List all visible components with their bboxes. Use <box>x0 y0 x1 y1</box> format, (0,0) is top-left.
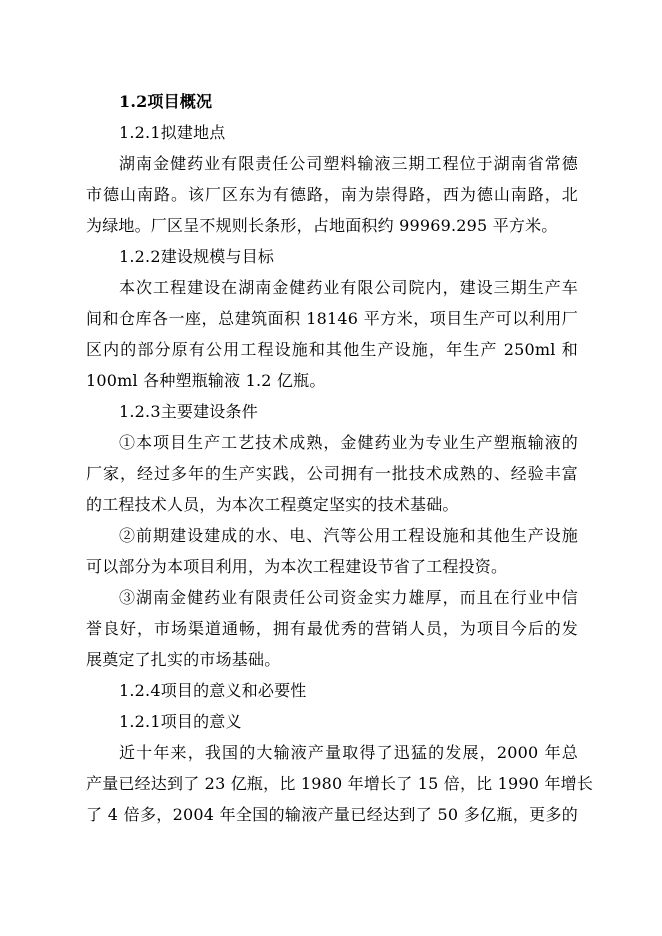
paragraph-line: 誉良好，市场渠道通畅，拥有最优秀的营销人员，为项目今后的发 <box>86 619 578 638</box>
subsection-heading-scale: 1.2.2建设规模与目标 <box>119 247 275 266</box>
paragraph-line: 厂家，经过多年的生产实践，公司拥有一批技术成熟的、经验丰富 <box>86 464 578 483</box>
paragraph-line: 的工程技术人员，为本次工程奠定坚实的技术基础。 <box>86 495 459 514</box>
paragraph-line: 产量已经达到了 23 亿瓶，比 1980 年增长了 15 倍，比 1990 年增长 <box>86 774 594 793</box>
paragraph-line: 市德山南路。该厂区东为有德路，南为崇得路，西为德山南路，北 <box>86 185 578 204</box>
subsection-heading-conditions: 1.2.3主要建设条件 <box>119 402 258 421</box>
paragraph-line: 区内的部分原有公用工程设施和其他生产设施，年生产 250ml 和 <box>86 340 578 359</box>
subsection-heading-meaning: 1.2.1项目的意义 <box>119 712 242 731</box>
paragraph-line: 了 4 倍多，2004 年全国的输液产量已经达到了 50 多亿瓶，更多的 <box>86 805 578 824</box>
paragraph-line: ①本项目生产工艺技术成熟，金健药业为专业生产塑瓶输液的 <box>119 433 578 452</box>
paragraph-line: 本次工程建设在湖南金健药业有限公司院内，建设三期生产车 <box>119 278 578 297</box>
subsection-heading-location: 1.2.1拟建地点 <box>119 123 226 142</box>
paragraph-line: 可以部分为本项目利用，为本次工程建设节省了工程投资。 <box>86 557 508 576</box>
paragraph-line: 100ml 各种塑瓶输液 1.2 亿瓶。 <box>86 371 326 390</box>
paragraph-line: ③湖南金健药业有限责任公司资金实力雄厚，而且在行业中信 <box>119 588 578 607</box>
paragraph-line: 近十年来，我国的大输液产量取得了迅猛的发展，2000 年总 <box>119 743 578 762</box>
paragraph-line: 湖南金健药业有限责任公司塑料输液三期工程位于湖南省常德 <box>119 154 578 173</box>
paragraph-line: 为绿地。厂区呈不规则长条形，占地面积约 99969.295 平方米。 <box>86 216 558 235</box>
paragraph-line: 展奠定了扎实的市场基础。 <box>86 650 281 669</box>
subsection-heading-significance: 1.2.4项目的意义和必要性 <box>119 681 307 700</box>
paragraph-line: ②前期建设建成的水、电、汽等公用工程设施和其他生产设施 <box>119 526 578 545</box>
paragraph-line: 间和仓库各一座，总建筑面积 18146 平方米，项目生产可以利用厂 <box>86 309 578 328</box>
section-heading: 1.2项目概况 <box>119 92 213 111</box>
document-body <box>86 86 594 830</box>
